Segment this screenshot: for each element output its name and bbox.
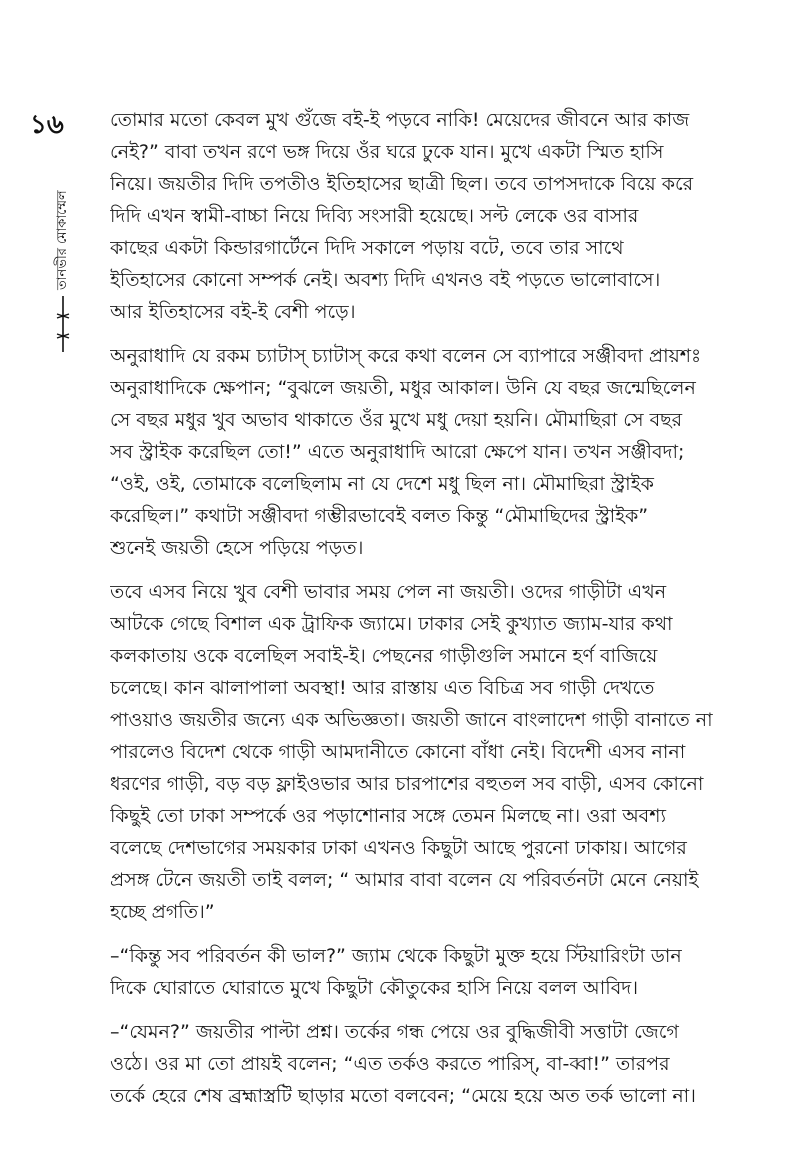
body-text xyxy=(110,104,778,1124)
ornament-dash-icon xyxy=(52,296,74,352)
text-line: পাওয়াও জয়তীর জন্যে এক অভিজ্ঞতা। জয়তী জানে বাংলাদেশ গাড়ী বানাতে না xyxy=(110,709,713,731)
text-line: নিয়ে। জয়তীর দিদি তপতীও ইতিহাসের ছাত্রী ছিল। তবে তাপসদাকে বিয়ে করে xyxy=(110,173,694,195)
text-line: তবে এসব নিয়ে খুব বেশী ভাবার সময় পেল না জয়তী। ওদের গাড়ীটা এখন xyxy=(110,581,667,603)
running-head xyxy=(52,142,74,352)
text-line: “ওই, ওই, তোমাকে বলেছিলাম না যে দেশে মধু ছিল না। মৌমাছিরা স্ট্রাইক xyxy=(110,473,654,495)
text-line: ওঠে। ওর মা তো প্রায়ই বলেন; “এত তর্কও করতে পারিস্, বা-ব্বা!” তারপর xyxy=(110,1053,670,1075)
text-line: তোমার মতো কেবল মুখ গুঁজে বই-ই পড়বে নাকি! মেয়েদের জীবনে আর কাজ xyxy=(110,109,690,131)
text-line: বলেছে দেশভাগের সময়কার ঢাকা এখনও কিছুটা আছে পুরনো ঢাকায়। আগের xyxy=(110,837,687,859)
paragraph xyxy=(110,1016,778,1112)
text-line: নেই?” বাবা তখন রণে ভঙ্গ দিয়ে ওঁর ঘরে ঢুকে যান। মুখে একটা স্মিত হাসি xyxy=(110,141,664,163)
paragraph xyxy=(110,940,778,1004)
text-line: ইতিহাসের কোনো সম্পর্ক নেই। অবশ্য দিদি এখনও বই পড়তে ভালোবাসে। xyxy=(110,269,661,291)
text-line: সব স্ট্রাইক করেছিল তো!” এতে অনুরাধাদি আরো ক্ষেপে যান। তখন সঞ্জীবদা; xyxy=(110,441,685,463)
text-line: অনুরাধাদিকে ক্ষেপান; “বুঝলে জয়তী, মধুর আকাল। উনি যে বছর জন্মেছিলেন xyxy=(110,377,696,399)
text-line: প্রসঙ্গ টেনে জয়তী তাই বলল; “ আমার বাবা বলেন যে পরিবর্তনটা মেনে নেয়াই xyxy=(110,869,699,891)
text-line: হচ্ছে প্রগতি।” xyxy=(110,901,215,923)
text-line: তর্কে হেরে শেষ ব্রহ্মাস্ত্রটি ছাড়ার মতো বলবেন; “মেয়ে হয়ে অত তর্ক ভালো না। xyxy=(110,1085,696,1107)
text-line: কাছের একটা কিন্ডারগার্টেনে দিদি সকালে পড়ায় বটে, তবে তার সাথে xyxy=(110,237,624,259)
text-line: চলেছে। কান ঝালাপালা অবস্থা! আর রাস্তায় এত বিচিত্র সব গাড়ী দেখতে xyxy=(110,677,655,699)
text-line: শুনেই জয়তী হেসে পড়িয়ে পড়ত। xyxy=(110,537,364,559)
paragraph xyxy=(110,576,778,928)
text-line: করেছিল।” কথাটা সঞ্জীবদা গম্ভীরভাবেই বলত কিন্তু “মৌমাছিদের স্ট্রাইক” xyxy=(110,505,649,527)
text-line: দিকে ঘোরাতে ঘোরাতে মুখে কিছুটা কৌতুকের হাসি নিয়ে বলল আবিদ। xyxy=(110,977,639,999)
text-line: –“যেমন?” জয়তীর পাল্টা প্রশ্ন। তর্কের গন্ধ পেয়ে ওর বুদ্ধিজীবী সত্তাটা জেগে xyxy=(110,1021,679,1043)
text-line: দিদি এখন স্বামী-বাচ্চা নিয়ে দিব্যি সংসারী হয়েছে। সল্ট লেকে ওর বাসার xyxy=(110,205,639,227)
text-line: কিছুই তো ঢাকা সম্পর্কে ওর পড়াশোনার সঙ্গে তেমন মিলছে না। ওরা অবশ্য xyxy=(110,805,666,827)
text-line: কলকাতায় ওকে বলেছিল সবাই-ই। পেছনের গাড়ীগুলি সমানে হর্ণ বাজিয়ে xyxy=(110,645,658,667)
text-line: পারলেও বিদেশ থেকে গাড়ী আমদানীতে কোনো বাঁধা নেই। বিদেশী এসব নানা xyxy=(110,741,686,763)
text-line: আর ইতিহাসের বই-ই বেশী পড়ে। xyxy=(110,301,356,323)
paragraph xyxy=(110,340,778,564)
text-line: সে বছর মধুর খুব অভাব থাকাতে ওঁর মুখে মধু দেয়া হয়নি। মৌমাছিরা সে বছর xyxy=(110,409,683,431)
text-line: আটকে গেছে বিশাল এক ট্রাফিক জ্যামে। ঢাকার সেই কুখ্যাত জ্যাম-যার কথা xyxy=(110,613,673,635)
running-head-author: তানভীর মোকাম্মেল xyxy=(54,190,70,290)
text-line: ধরণের গাড়ী, বড় বড় ফ্লাইওভার আর চারপাশের বহুতল সব বাড়ী, এসব কোনো xyxy=(110,773,704,795)
text-line: অনুরাধাদি যে রকম চ্যাটাস্ চ্যাটাস্ করে কথা বলেন সে ব্যাপারে সঞ্জীবদা প্রায়শঃ xyxy=(110,345,702,367)
paragraph xyxy=(110,104,778,328)
text-line: –“কিন্তু সব পরিবর্তন কী ভাল?” জ্যাম থেকে কিছুটা মুক্ত হয়ে স্টিয়ারিংটা ডান xyxy=(110,945,682,967)
page-number: ১৬ xyxy=(30,110,64,140)
